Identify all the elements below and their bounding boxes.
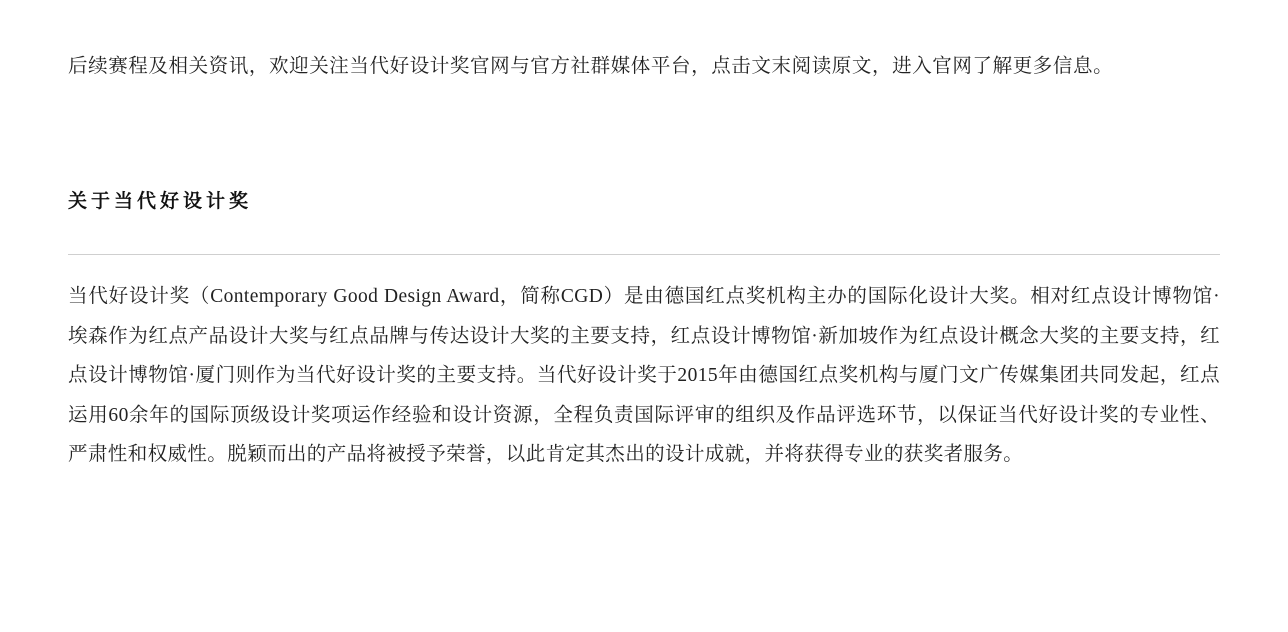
section-heading: 关于当代好设计奖: [68, 191, 253, 212]
about-body-paragraph: 当代好设计奖（Contemporary Good Design Award，简称CGD）是由德国红点奖机构主办的国际化设计大奖。相对红点设计博物馆·埃森作为红点产品设计大奖与红点品牌与传达设计大奖的主要支持，红点设计博物馆·新加坡作为红点设计概念大奖的主要支持，红点设计博物馆·厦门则作为当代好设计奖的主要支持。当代好设计奖于2015年由德国红点奖机构与厦门文广传媒集团共同发起，红点运用60余年的国际顶级设计奖项运作经验和设计资源，全程负责国际评审的组织及作品评选环节，以保证当代好设计奖的专业性、严肃性和权威性。脱颖而出的产品将被授予荣誉，以此肯定其杰出的设计成就，并将获得专业的获奖者服务。: [68, 286, 1220, 466]
intro-paragraph: 后续赛程及相关资讯，欢迎关注当代好设计奖官网与官方社群媒体平台，点击文末阅读原文，进入官网了解更多信息。: [68, 56, 1114, 77]
